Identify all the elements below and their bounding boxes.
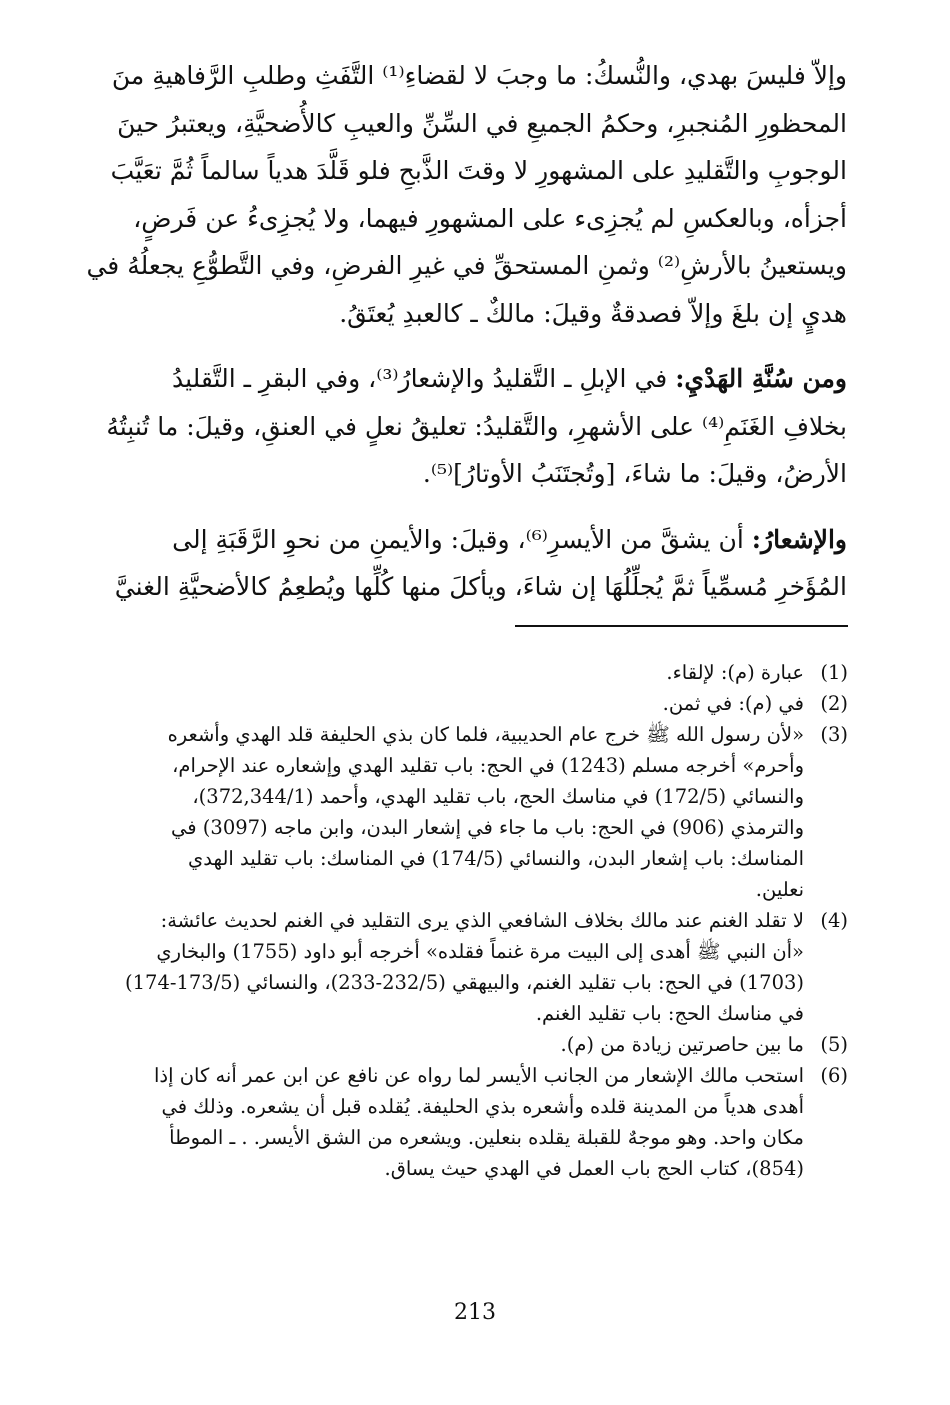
footnote-number: (4): [820, 909, 848, 932]
text-run: أن يشقَّ من الأيسرِ⁽⁶⁾، وقيلَ: والأيمنِ من نحوِ الرَّقَبَةِ إلى: [172, 524, 752, 554]
text-line: المحظورِ المُنجبرِ، وحكمُ الجميعِ في السِّنِّ والعيبِ كالأُضحيَّةِ، ويعتبرُ حينَ: [117, 108, 847, 138]
text-line: الوجوبِ والتَّقليدِ على المشهورِ لا وقتَ الذَّبحِ فلو قَلَّدَ هدياً سالماً ثُمَّ تعَيَّبَ: [110, 156, 847, 185]
footnote-6: [90, 1060, 848, 1184]
footnote-line: في مناسك الحج: باب تقليد الغنم.: [535, 1002, 804, 1025]
footnote-separator: [515, 625, 848, 627]
footnote-line: نعلين.: [755, 878, 804, 901]
footnote-text: [90, 905, 804, 1029]
footnote-number: (3): [820, 723, 848, 746]
footnote-line: (1703) في الحج: باب تقليد الغنم، والبيهقي (232/5-233)، والنسائي (173/5-174): [125, 971, 804, 994]
text-line: [95, 355, 847, 403]
footnote-3: [90, 719, 848, 905]
footnote-line: أهدى هدياً من المدينة قلده وأشعره بذي الحليفة. يُقلده قبل أن يشعره. وذلك في: [161, 1095, 804, 1118]
footnote-line: مكان واحد. وهو موجهٌ للقبلة يقلده بنعلين. ويشعره من الشق الأيسر. . ـ الموطأ: [169, 1126, 804, 1149]
text-line: الأرضُ، وقيلَ: ما شاءَ، [وتُجتَنَبُ الأوتارُ]⁽⁵⁾.: [422, 459, 847, 488]
page-number: 213: [454, 1300, 496, 1325]
text-line: ويستعينُ بالأرشِ⁽²⁾ وثمنِ المستحقِّ في غيرِ الفرضِ، وفي التَّطوُّعِ يجعلُهُ في: [86, 251, 847, 280]
text-line: [95, 516, 847, 564]
footnote-line: استحب مالك الإشعار من الجانب الأيسر لما رواه عن نافع عن ابن عمر أنه كان إذا: [153, 1064, 804, 1087]
paragraph-hady-conditions: [86, 52, 847, 337]
footnote-line: ما بين حاصرتين زيادة من (م).: [560, 1033, 804, 1056]
footnote-text: [90, 719, 804, 905]
footnote-line: في (م): في ثمن.: [662, 692, 804, 715]
footnote-number: (5): [820, 1033, 848, 1056]
text-line: المُؤَخرِ مُسمِّياً ثمَّ يُجلِّلُهَا إن شاءَ، ويأكلَ منها كُلِّها ويُطعِمُ كالأضحيَّةِ الغنيَّ: [114, 572, 847, 601]
footnote-text: [90, 1029, 804, 1060]
text-line: بخلافِ الغَنَمِ⁽⁴⁾ على الأشهرِ، والتَّقليدُ: تعليقُ نعلٍ في العنقِ، وقيلَ: ما تُنبِتُهُ: [106, 411, 847, 441]
footnotes: [90, 657, 848, 1184]
footnote-text: [90, 688, 804, 719]
text-line: أجزأه، وبالعكسِ لم يُجزِىء على المشهورِ فيهما، ولا يُجزِىءُ عن فَرضٍ،: [133, 203, 847, 233]
footnote-1: [90, 657, 848, 688]
footnote-number: (6): [820, 1064, 848, 1087]
main-text: [86, 52, 847, 629]
footnote-line: والترمذي (906) في الحج: باب ما جاء في إشعار البدن، وابن ماجه (3097) في: [171, 816, 804, 839]
footnote-line: المناسك: باب إشعار البدن، والنسائي (174/5) في المناسك: باب تقليد الهدي: [187, 847, 804, 870]
text-line: هديٍ إن بلغَ وإلاّ فصدقةٌ وقيلَ: مالكٌ ـ كالعبدِ يُعتَقُ.: [339, 298, 847, 328]
footnote-line: وأحرم» أخرجه مسلم (1243) في الحج: باب تقليد الهدي وإشعاره عند الإحرام،: [172, 754, 804, 777]
paragraph-ishaar: [95, 516, 847, 611]
footnote-line: والنسائي (172/5) في مناسك الحج، باب تقليد الهدي، وأحمد (372,344/1)،: [192, 785, 804, 808]
footnote-4: [90, 905, 848, 1029]
footnote-2: [90, 688, 848, 719]
footnote-line: لا تقلد الغنم عند مالك بخلاف الشافعي الذي يرى التقليد في الغنم لحديث عائشة:: [160, 909, 804, 932]
paragraph-lead-term: والإشعارُ:: [751, 524, 847, 554]
footnote-text: [90, 657, 804, 688]
footnote-text: [90, 1060, 804, 1184]
footnote-line: (854)، كتاب الحج باب العمل في الهدي حيث يساق.: [384, 1157, 804, 1180]
footnote-5: [90, 1029, 848, 1060]
paragraph-lead-term: ومن سُنَّةِ الهَدْيِ:: [675, 364, 847, 393]
footnote-number: (1): [820, 661, 848, 684]
footnote-line: عبارة (م): لإلقاء.: [666, 661, 804, 684]
footnote-line: «أن النبي ﷺ أهدى إلى البيت مرة غنماً فقلده» أخرجه أبو داود (1755) والبخاري: [156, 940, 804, 963]
footnote-line: «لأن رسول الله ﷺ خرج عام الحديبية، فلما كان بذي الحليفة قلد الهدي وأشعره: [167, 723, 804, 746]
text-line: وإلاّ فليسَ بهدي، والنُّسكُ: ما وجبَ لا لقضاءِ⁽¹⁾ التَّفَثِ وطلبِ الرَّفاهيةِ منَ: [111, 61, 847, 90]
paragraph-sunnah-of-hady: [95, 355, 847, 498]
text-run: في الإبلِ ـ التَّقليدُ والإشعارُ⁽³⁾، وفي البقرِ ـ التَّقليدُ: [171, 364, 676, 393]
footnote-number: (2): [820, 692, 848, 715]
